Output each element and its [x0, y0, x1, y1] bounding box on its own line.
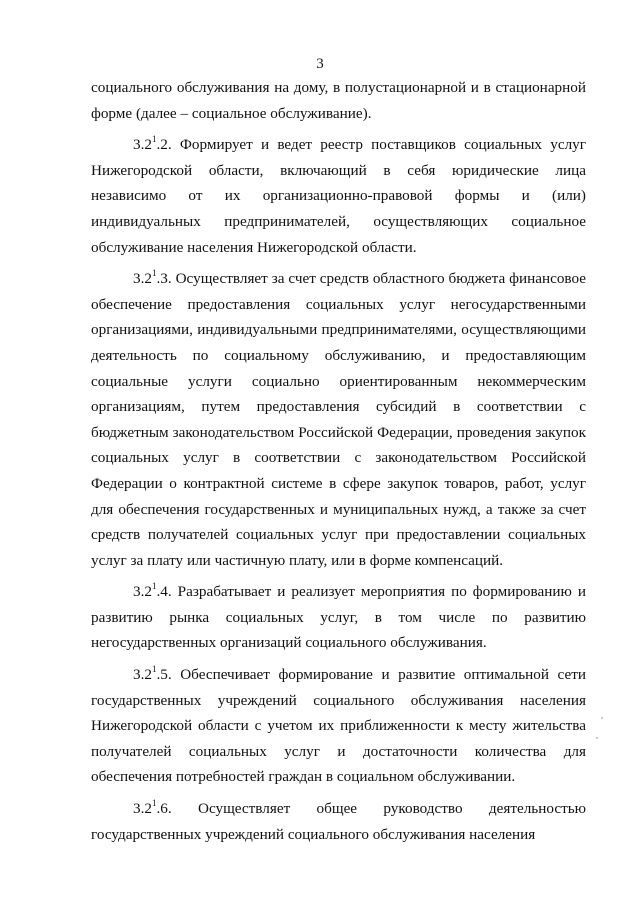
clause-suffix: .3. [156, 270, 172, 288]
paragraph-3-2-1-5 [91, 662, 586, 790]
clause-superscript: 1 [151, 134, 157, 145]
paragraph-text: Формирует и ведет реестр поставщиков социальных услуг Нижегородской области, включающий в себя юридические лица независимо от их организационно-правовой формы и (или) индивидуальных предпринимателей, осуществляющих социальное обслуживание населения Нижегородской области. [91, 136, 586, 256]
document-body [91, 75, 586, 847]
clause-prefix: 3.2 [133, 583, 152, 601]
clause-superscript: 1 [151, 268, 157, 279]
paragraph-3-2-1-2 [91, 132, 586, 260]
paragraph-text: Обеспечивает формирование и развитие оптимальной сети государственных учреждений социального обслуживания населения Нижегородской области с учетом их приближенности к месту жительства получателей социальных услуг и достаточности количества для обеспечения потребностей граждан в социальном обслуживании. [91, 666, 586, 786]
clause-number [133, 666, 172, 683]
paragraph-text: Разрабатывает и реализует мероприятия по формированию и развитию рынка социальных услуг, в том числе по развитию негосударственных организаций социального обслуживания. [91, 583, 586, 652]
scan-speck [601, 717, 603, 719]
page-number: 3 [316, 56, 324, 72]
paragraph-text: социального обслуживания на дому, в полустационарной и в стационарной форме (далее – социальное обслуживание). [91, 79, 586, 122]
clause-prefix: 3.2 [133, 666, 152, 684]
clause-number [133, 797, 172, 818]
clause-suffix: .2. [156, 136, 172, 154]
paragraph-3-2-1-3 [91, 266, 586, 573]
paragraph-continuation [91, 75, 586, 126]
clause-suffix: .6. [156, 800, 172, 818]
clause-number [133, 270, 172, 287]
clause-superscript: 1 [151, 664, 157, 674]
clause-suffix: .4. [156, 583, 172, 601]
paragraph-text: Осуществляет общее руководство деятельностью государственных учреждений социального обслуживания населения [91, 800, 586, 843]
clause-prefix: 3.2 [133, 270, 152, 288]
paragraph-3-2-1-4 [91, 579, 586, 656]
clause-prefix: 3.2 [133, 800, 152, 818]
clause-number [133, 136, 172, 153]
clause-number [133, 583, 172, 600]
paragraph-text: Осуществляет за счет средств областного бюджета финансовое обеспечение предоставления социальных услуг негосударственными организациями, индивидуальными предпринимателями, осуществляющими деятельность по социальному обслуживанию, и предоставляющим социальные услуги социально ориентированным некоммерческим организациям, путем предоставления субсидий в соответствии с бюджетным законодательством Российской Федерации, проведения закупок социальных услуг в соответствии с законодательством Российской Федерации о контрактной системе в сфере закупок товаров, работ, услуг для обеспечения государственных и муниципальных нужд, а также за счет средств получателей социальных услуг при предоставлении социальных услуг за плату или частичную плату, или в форме компенсаций. [91, 270, 586, 569]
clause-superscript: 1 [151, 581, 157, 592]
paragraph-3-2-1-6 [91, 796, 586, 847]
clause-superscript: 1 [151, 797, 157, 808]
scan-speck [596, 737, 598, 739]
clause-suffix: .5. [156, 666, 172, 684]
clause-prefix: 3.2 [133, 136, 152, 154]
